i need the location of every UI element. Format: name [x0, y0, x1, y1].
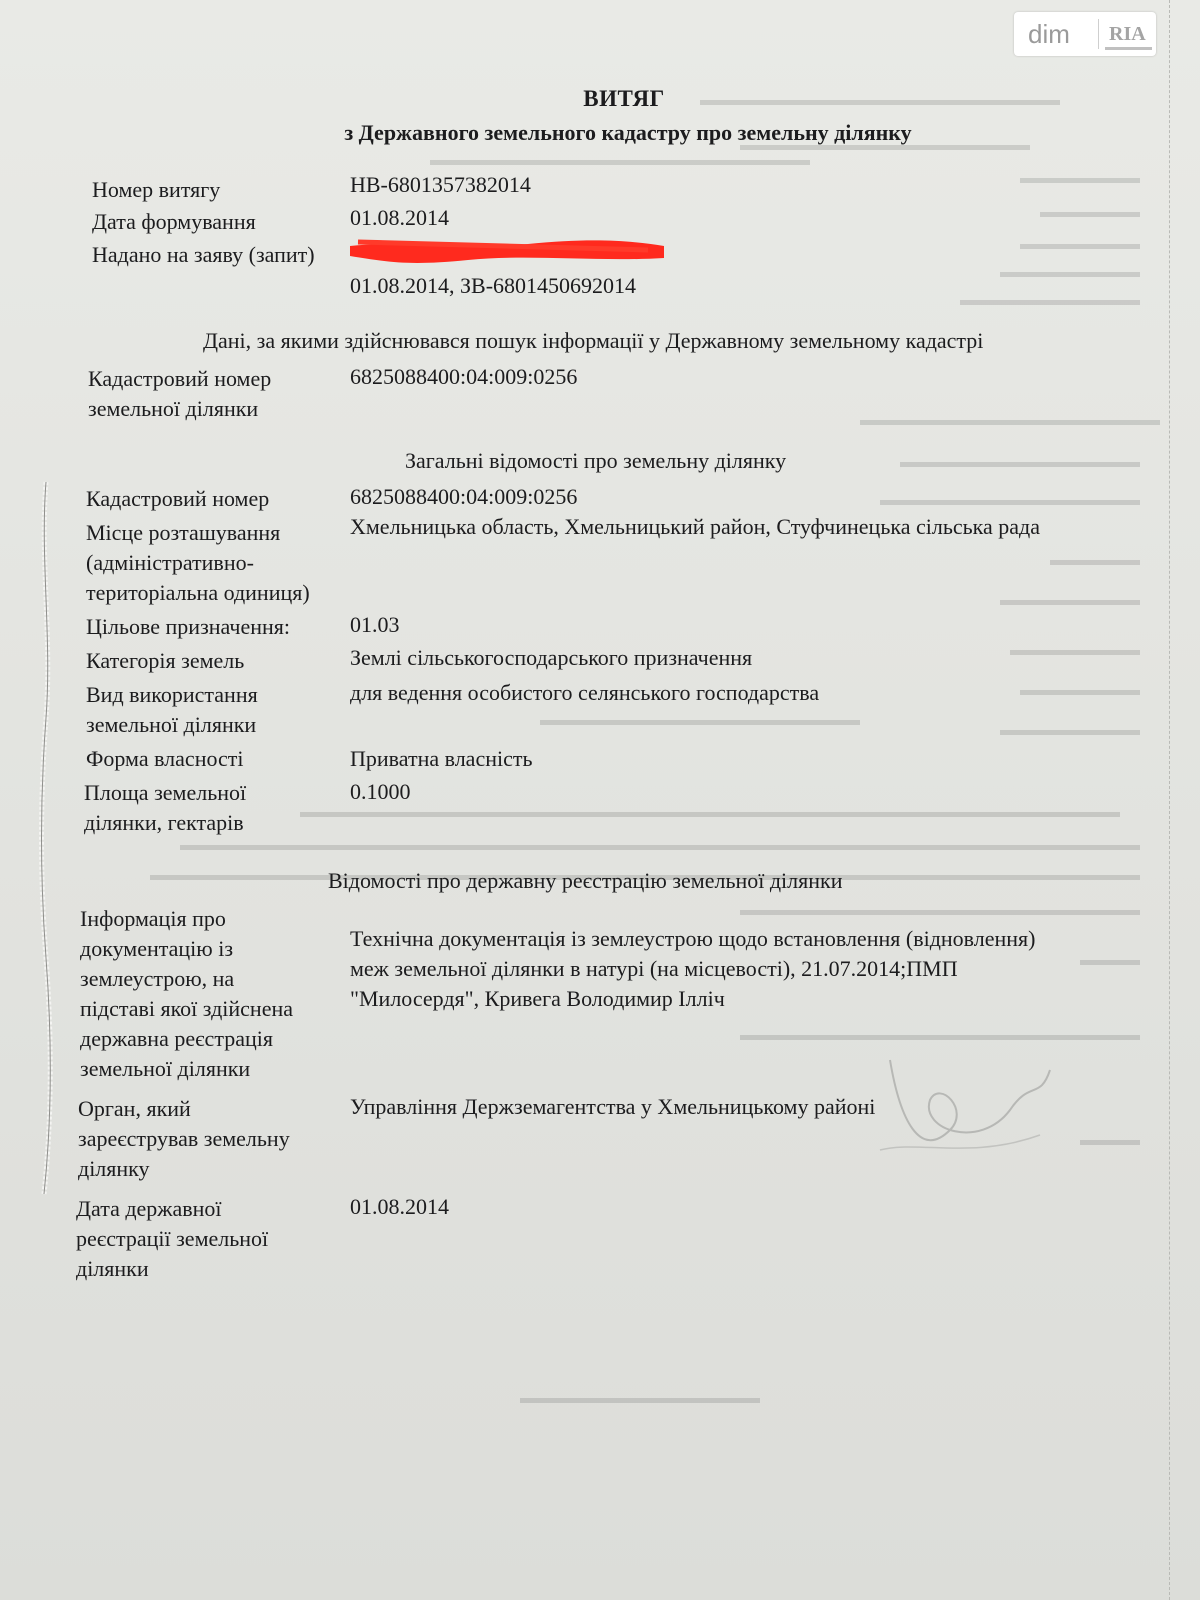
- doc-label-line5: державна реєстрація: [80, 1026, 273, 1051]
- doc-value-line1: Технічна документація із землеустрою щодо встановлення (відновлення): [350, 926, 1036, 951]
- area-label-line2: ділянки, гектарів: [84, 810, 244, 835]
- usage-label-line2: земельної ділянки: [86, 712, 257, 737]
- authority-value: Управління Держземагентства у Хмельницькому районі: [350, 1094, 876, 1119]
- general-section-heading: Загальні відомості про земельну ділянку: [405, 448, 787, 473]
- area-label-line1: Площа земельної: [84, 780, 247, 805]
- general-cadastral-label: Кадастровий номер: [86, 486, 270, 511]
- ownership-label: Форма власності: [86, 746, 244, 771]
- doc-value-line2: меж земельної ділянки в натурі (на місцевості), 21.07.2014;ПМП: [350, 956, 958, 981]
- area-value: 0.1000: [350, 779, 411, 804]
- document-subtitle: з Державного земельного кадастру про земельну ділянку: [344, 120, 912, 145]
- faint-signature-bleed: [860, 1040, 1060, 1180]
- location-label-line3: територіальна одиниця): [86, 580, 310, 605]
- category-label: Категорія земель: [86, 648, 245, 673]
- usage-value: для ведення особистого селянського господарства: [350, 680, 820, 705]
- purpose-value: 01.03: [350, 612, 400, 637]
- authority-label-line2: зареєстрував земельну: [78, 1126, 290, 1151]
- location-value: Хмельницька область, Хмельницький район, Стуфчинецька сільська рада: [350, 514, 1041, 539]
- doc-label-line1: Інформація про: [80, 906, 226, 931]
- doc-label-line4: підставі якої здійснена: [80, 996, 294, 1021]
- location-label-line2: (адміністративно-: [86, 550, 254, 575]
- page-fold-line: [1169, 0, 1170, 1600]
- redaction-scribble: [348, 236, 668, 266]
- location-label-line1: Місце розташування: [86, 520, 281, 545]
- general-cadastral-value: 6825088400:04:009:0256: [350, 484, 578, 509]
- usage-label-line1: Вид використання: [86, 682, 258, 707]
- extract-number-label: Номер витягу: [92, 177, 221, 202]
- authority-label-line1: Орган, який: [78, 1096, 191, 1121]
- doc-value-line3: "Милосердя", Кривега Володимир Ілліч: [350, 986, 725, 1011]
- dim-ria-watermark: [1014, 12, 1156, 56]
- search-section-heading: Дані, за якими здійснювався пошук інформації у Державному земельному кадастрі: [203, 328, 984, 353]
- request-label: Надано на заяву (запит): [92, 242, 315, 267]
- extract-number-value: НВ-6801357382014: [350, 172, 531, 197]
- search-cadastral-label-line1: Кадастровий номер: [88, 366, 272, 391]
- formation-date-value: 01.08.2014: [350, 205, 449, 230]
- ownership-value: Приватна власність: [350, 746, 533, 771]
- watermark-ria-text: RIA: [1099, 23, 1146, 46]
- binding-thread: [34, 478, 58, 1198]
- request-value: 01.08.2014, ЗВ-6801450692014: [350, 273, 637, 298]
- doc-label-line2: документацію із: [80, 936, 234, 961]
- authority-label-line3: ділянку: [78, 1156, 150, 1181]
- purpose-label: Цільове призначення:: [86, 614, 291, 639]
- category-value: Землі сільськогосподарського призначення: [350, 645, 753, 670]
- formation-date-label: Дата формування: [92, 209, 256, 234]
- doc-label-line3: землеустрою, на: [80, 966, 235, 991]
- reg-date-label-line3: ділянки: [76, 1256, 149, 1281]
- search-cadastral-value: 6825088400:04:009:0256: [350, 364, 578, 389]
- reg-date-label-line2: реєстрації земельної: [76, 1226, 269, 1251]
- search-cadastral-label-line2: земельної ділянки: [88, 396, 259, 421]
- watermark-dim-text: dim: [1028, 18, 1070, 49]
- registration-section-heading: Відомості про державну реєстрацію земельної ділянки: [328, 868, 843, 893]
- doc-label-line6: земельної ділянки: [80, 1056, 251, 1081]
- reg-date-value: 01.08.2014: [350, 1194, 449, 1219]
- reg-date-label-line1: Дата державної: [76, 1196, 222, 1221]
- document-title: ВИТЯГ: [583, 86, 665, 111]
